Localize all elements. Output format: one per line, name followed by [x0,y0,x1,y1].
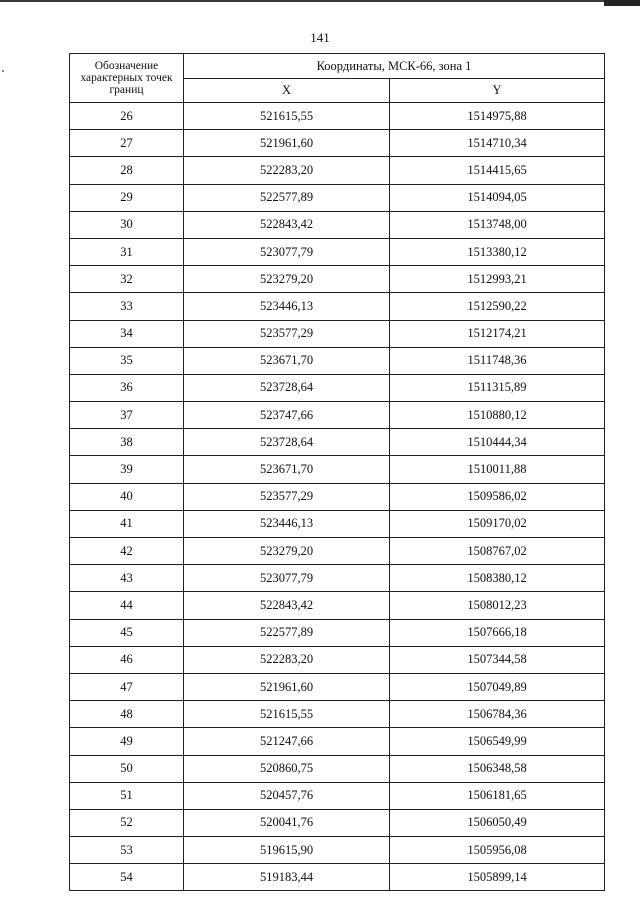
table-row [70,837,605,864]
y-coordinate-cell: 1510880,12 [390,402,605,429]
y-coordinate-cell: 1507049,89 [390,673,605,700]
x-coordinate-cell: 523747,66 [184,402,390,429]
coordinates-table [69,53,605,891]
y-coordinate-cell: 1508767,02 [390,538,605,565]
x-column-header: X [184,79,390,103]
x-coordinate-cell: 523279,20 [184,266,390,293]
point-number-cell: 46 [70,646,184,673]
table-row [70,592,605,619]
y-coordinate-cell: 1507344,58 [390,646,605,673]
table-row [70,402,605,429]
y-coordinate-cell: 1514710,34 [390,130,605,157]
y-coordinate-cell: 1514415,65 [390,157,605,184]
x-coordinate-cell: 523446,13 [184,510,390,537]
x-coordinate-cell: 523671,70 [184,347,390,374]
table-row [70,293,605,320]
point-number-cell: 36 [70,374,184,401]
x-coordinate-cell: 522283,20 [184,157,390,184]
point-number-cell: 27 [70,130,184,157]
y-coordinate-cell: 1505956,08 [390,837,605,864]
point-number-cell: 54 [70,864,184,891]
y-coordinate-cell: 1512993,21 [390,266,605,293]
point-number-cell: 37 [70,402,184,429]
point-number-cell: 43 [70,565,184,592]
x-coordinate-cell: 521247,66 [184,728,390,755]
y-coordinate-cell: 1506181,65 [390,782,605,809]
x-coordinate-cell: 523577,29 [184,320,390,347]
table-row [70,238,605,265]
point-number-cell: 28 [70,157,184,184]
scan-speck [2,70,4,72]
y-coordinate-cell: 1514094,05 [390,184,605,211]
table-row [70,538,605,565]
point-number-cell: 30 [70,211,184,238]
table-row [70,184,605,211]
point-number-cell: 34 [70,320,184,347]
x-coordinate-cell: 522577,89 [184,184,390,211]
table-row [70,646,605,673]
y-coordinate-cell: 1511748,36 [390,347,605,374]
x-coordinate-cell: 520457,76 [184,782,390,809]
x-coordinate-cell: 520860,75 [184,755,390,782]
point-number-cell: 31 [70,238,184,265]
table-row [70,347,605,374]
table-row [70,701,605,728]
y-coordinate-cell: 1506050,49 [390,809,605,836]
x-coordinate-cell: 519183,44 [184,864,390,891]
x-coordinate-cell: 522843,42 [184,592,390,619]
x-coordinate-cell: 523077,79 [184,238,390,265]
table-row [70,565,605,592]
x-coordinate-cell: 522283,20 [184,646,390,673]
point-number-cell: 29 [70,184,184,211]
point-number-cell: 47 [70,673,184,700]
table-row [70,864,605,891]
point-number-cell: 44 [70,592,184,619]
x-coordinate-cell: 523728,64 [184,429,390,456]
header-row-top [70,54,605,79]
y-coordinate-cell: 1508012,23 [390,592,605,619]
page-number: 141 [310,30,330,45]
y-coordinate-cell: 1513380,12 [390,238,605,265]
table-row [70,755,605,782]
scan-edge-mark [0,0,640,2]
table-body [70,103,605,891]
x-coordinate-cell: 523728,64 [184,374,390,401]
y-column-header: Y [390,79,605,103]
y-coordinate-cell: 1509170,02 [390,510,605,537]
point-designation-header: Обозначение характерных точек границ [70,54,184,103]
point-number-cell: 45 [70,619,184,646]
table-row [70,673,605,700]
point-number-cell: 49 [70,728,184,755]
x-coordinate-cell: 521615,55 [184,701,390,728]
point-number-cell: 33 [70,293,184,320]
y-coordinate-cell: 1506549,99 [390,728,605,755]
scan-corner-mark [604,0,640,6]
y-coordinate-cell: 1507666,18 [390,619,605,646]
y-coordinate-cell: 1510011,88 [390,456,605,483]
table-row [70,266,605,293]
table-row [70,374,605,401]
point-number-cell: 50 [70,755,184,782]
x-coordinate-cell: 523671,70 [184,456,390,483]
y-coordinate-cell: 1509586,02 [390,483,605,510]
point-number-cell: 40 [70,483,184,510]
y-coordinate-cell: 1505899,14 [390,864,605,891]
y-coordinate-cell: 1512174,21 [390,320,605,347]
point-number-cell: 42 [70,538,184,565]
x-coordinate-cell: 523279,20 [184,538,390,565]
y-coordinate-cell: 1511315,89 [390,374,605,401]
table-row [70,510,605,537]
table-header [70,54,605,103]
x-coordinate-cell: 523446,13 [184,293,390,320]
point-number-cell: 52 [70,809,184,836]
x-coordinate-cell: 521961,60 [184,673,390,700]
y-coordinate-cell: 1510444,34 [390,429,605,456]
y-coordinate-cell: 1514975,88 [390,103,605,130]
point-number-cell: 39 [70,456,184,483]
point-number-cell: 38 [70,429,184,456]
table-row [70,157,605,184]
point-number-cell: 32 [70,266,184,293]
point-number-cell: 26 [70,103,184,130]
x-coordinate-cell: 519615,90 [184,837,390,864]
table-row [70,456,605,483]
table-row [70,429,605,456]
x-coordinate-cell: 520041,76 [184,809,390,836]
point-number-cell: 48 [70,701,184,728]
y-coordinate-cell: 1512590,22 [390,293,605,320]
table-row [70,809,605,836]
x-coordinate-cell: 521615,55 [184,103,390,130]
y-coordinate-cell: 1506348,58 [390,755,605,782]
table-row [70,619,605,646]
point-number-cell: 41 [70,510,184,537]
point-number-cell: 35 [70,347,184,374]
coordinates-group-header: Координаты, МСК-66, зона 1 [184,54,605,79]
table-row [70,782,605,809]
y-coordinate-cell: 1506784,36 [390,701,605,728]
point-number-cell: 53 [70,837,184,864]
x-coordinate-cell: 522843,42 [184,211,390,238]
point-number-cell: 51 [70,782,184,809]
y-coordinate-cell: 1508380,12 [390,565,605,592]
table-row [70,728,605,755]
table-row [70,320,605,347]
table-row [70,211,605,238]
y-coordinate-cell: 1513748,00 [390,211,605,238]
table-row [70,103,605,130]
table-row [70,483,605,510]
x-coordinate-cell: 522577,89 [184,619,390,646]
x-coordinate-cell: 523577,29 [184,483,390,510]
x-coordinate-cell: 523077,79 [184,565,390,592]
table-row [70,130,605,157]
x-coordinate-cell: 521961,60 [184,130,390,157]
